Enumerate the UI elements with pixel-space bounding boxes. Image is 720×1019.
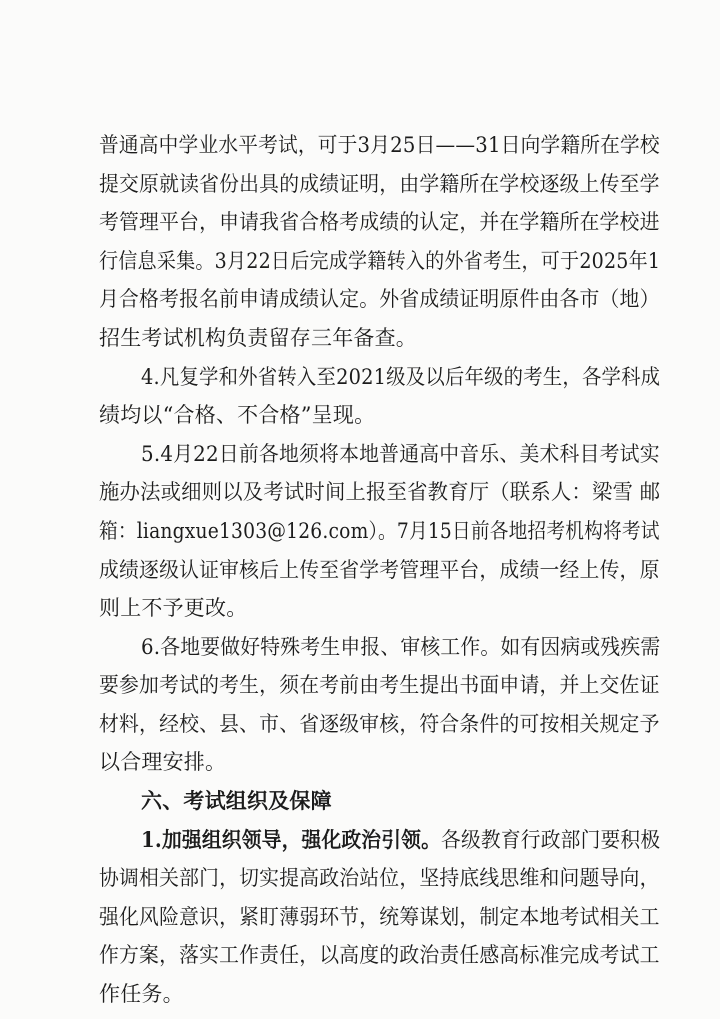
text-line: 6.各地要做好特殊考生申报、审核工作。如有因病或残疾需 (141, 634, 661, 659)
text-line: 作任务。 (99, 982, 184, 1006)
text-line: 成绩逐级认证审核后上传至省学考管理平台，成绩一经上传，原 (99, 557, 660, 582)
text-line: 则上不予更改。 (99, 596, 248, 621)
text-line: 5.4月22日前各地须将本地普通高中音乐、美术科目考试实 (141, 441, 660, 466)
subsection-first-line-rest: 各级教育行政部门要积极 (441, 827, 661, 852)
subsection-bold-lead: 1.加强组织领导，强化政治引领。 (141, 826, 442, 852)
text-line: 箱：liangxue1303@126.com）。7月15日前各地招考机构将考试 (99, 518, 660, 543)
text-line: 要参加考试的考生，须在考前由考生提出书面申请，并上交佐证 (99, 673, 660, 698)
text-line: 提交原就读省份出具的成绩证明，由学籍所在学校逐级上传至学 (99, 171, 660, 196)
text-line: 考管理平台，申请我省合格考成绩的认定，并在学籍所在学校进 (99, 210, 660, 235)
text-line: 施办法或细则以及考试时间上报至省教育厅（联系人：梁雪 邮 (99, 480, 661, 505)
text-line: 以合理安排。 (99, 750, 227, 775)
text-line: 普通高中学业水平考试，可于3月25日——31日向学籍所在学校 (99, 133, 660, 157)
text-line: 行信息采集。3月22日后完成学籍转入的外省考生，可于2025年1 (99, 248, 661, 273)
section-heading: 六、考试组织及保障 (141, 788, 332, 814)
text-line: 材料，经校、县、市、省逐级审核，符合条件的可按相关规定予 (99, 711, 660, 736)
text-line: 强化风险意识，紧盯薄弱环节，统筹谋划，制定本地考试相关工 (99, 904, 660, 929)
text-line: 4.凡复学和外省转入至2021级及以后年级的考生，各学科成 (141, 364, 661, 389)
text-line: 协调相关部门，切实提高政治站位，坚持底线思维和问题导向， (99, 866, 660, 891)
text-line: 绩均以“合格、不合格”呈现。 (99, 403, 376, 428)
text-line: 月合格考报名前申请成绩认定。外省成绩证明原件由各市（地） (99, 287, 660, 312)
subsection-first-line (141, 822, 660, 858)
text-line: 招生考试机构负责留存三年备查。 (99, 325, 417, 350)
text-line: 作方案，落实工作责任，以高度的政治责任感高标准完成考试工 (99, 943, 660, 968)
